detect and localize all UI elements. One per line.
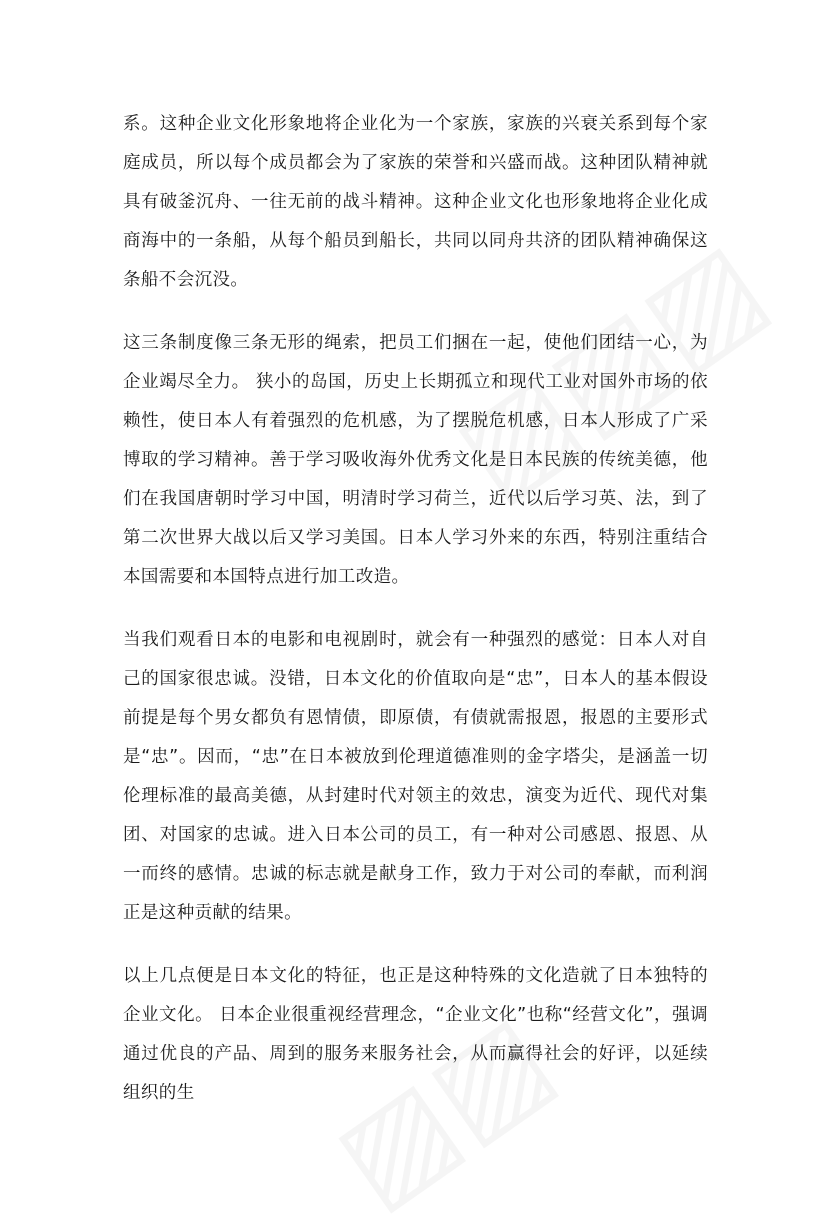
paragraph: 以上几点便是日本文化的特征，也正是这种特殊的文化造就了日本独特的企业文化。 日本企业很重视经营理念，“企业文化”也称“经营文化”，强调通过优良的产品、周到的服务来服务社会，从而赢得社会的好评，以延续组织的生 <box>123 966 708 1103</box>
paragraph: 当我们观看日本的电影和电视剧时，就会有一种强烈的感觉：日本人对自己的国家很忠诚。没错，日本文化的价值取向是“忠”，日本人的基本假设前提是每个男女都负有恩情债，即原债，有债就需报恩，报恩的主要形式是“忠”。因而，“忠”在日本被放到伦理道德准则的金字塔尖，是涵盖一切伦理标准的最高美德，从封建时代对领主的效忠，演变为近代、现代对集团、对国家的忠诚。进入日本公司的员工，有一种对公司感恩、报恩、从一而终的感情。忠诚的标志就是献身工作，致力于对公司的奉献，而利润正是这种贡献的结果。 <box>123 630 708 923</box>
paragraph: 系。这种企业文化形象地将企业化为一个家族，家族的兴衰关系到每个家庭成员，所以每个成员都会为了家族的荣誉和兴盛而战。这种团队精神就具有破釜沉舟、一往无前的战斗精神。这种企业文化也形象地将企业化成商海中的一条船，从每个船员到船长，共同以同舟共济的团队精神确保这条船不会沉没。 <box>123 114 708 290</box>
document-body <box>123 105 708 1137</box>
paragraph: 这三条制度像三条无形的绳索，把员工们捆在一起，使他们团结一心，为企业竭尽全力。 狭小的岛国，历史上长期孤立和现代工业对国外市场的依赖性，使日本人有着强烈的危机感，为了摆脱危机感，日本人形成了广采博取的学习精神。善于学习吸收海外优秀文化是日本民族的传统美德，他们在我国唐朝时学习中国，明清时学习荷兰，近代以后学习英、法，到了第二次世界大战以后又学习美国。日本人学习外来的东西，特别注重结合本国需要和本国特点进行加工改造。 <box>123 333 708 587</box>
